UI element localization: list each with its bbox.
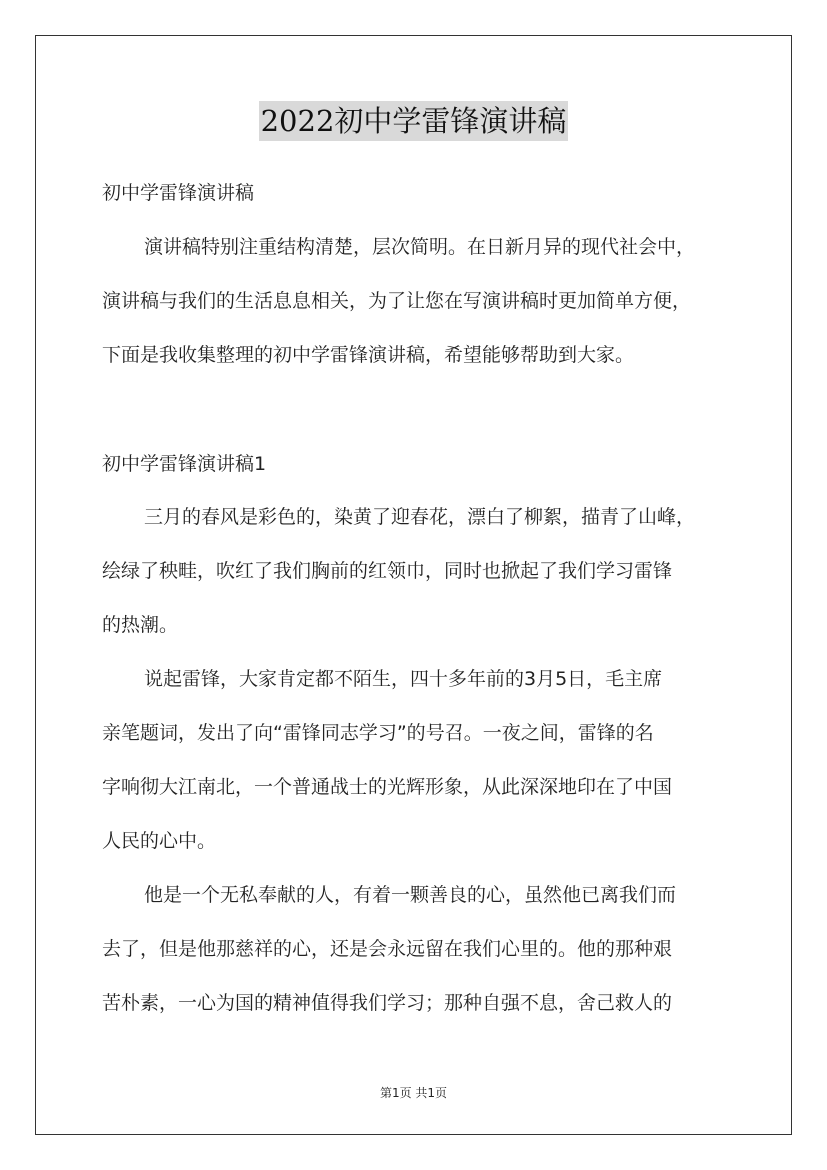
paragraph-3 — [102, 868, 742, 1030]
section-heading: 初中学雷锋演讲稿1 — [102, 453, 267, 475]
paragraph-line: 亲笔题词，发出了向“雷锋同志学习”的号召。一夜之间，雷锋的名 — [102, 722, 654, 744]
paragraph-line: 他是一个无私奉献的人，有着一颗善良的心，虽然他已离我们而 — [144, 884, 677, 906]
document-subtitle: 初中学雷锋演讲稿 — [102, 182, 255, 204]
paragraph-line: 的热潮。 — [102, 614, 179, 636]
paragraph-2 — [102, 652, 742, 868]
paragraph-line: 字响彻大江南北，一个普通战士的光辉形象，从此深深地印在了中国 — [102, 776, 673, 798]
intro-paragraph — [102, 220, 742, 382]
intro-line: 演讲稿与我们的生活息息相关，为了让您在写演讲稿时更加简单方便， — [102, 290, 692, 312]
paragraph-line: 人民的心中。 — [102, 830, 217, 852]
intro-line: 演讲稿特别注重结构清楚，层次简明。在日新月异的现代社会中， — [144, 236, 696, 258]
page-footer: 第1页 共1页 — [379, 1086, 448, 1100]
paragraph-line: 去了，但是他那慈祥的心，还是会永远留在我们心里的。他的那种艰 — [102, 938, 673, 960]
paragraph-line: 苦朴素，一心为国的精神值得我们学习；那种自强不息，舍己救人的 — [102, 992, 673, 1014]
paragraph-line: 说起雷锋，大家肯定都不陌生，四十多年前的3月5日，毛主席 — [144, 668, 663, 690]
paragraph-1 — [102, 490, 742, 652]
paragraph-line: 绘绿了秧畦，吹红了我们胸前的红领巾，同时也掀起了我们学习雷锋 — [102, 560, 673, 582]
paragraph-line: 三月的春风是彩色的，染黄了迎春花，漂白了柳絮，描青了山峰， — [144, 506, 696, 528]
document-title: 2022初中学雷锋演讲稿 — [259, 101, 569, 141]
intro-line: 下面是我收集整理的初中学雷锋演讲稿，希望能够帮助到大家。 — [102, 344, 635, 366]
title-container — [0, 101, 827, 141]
